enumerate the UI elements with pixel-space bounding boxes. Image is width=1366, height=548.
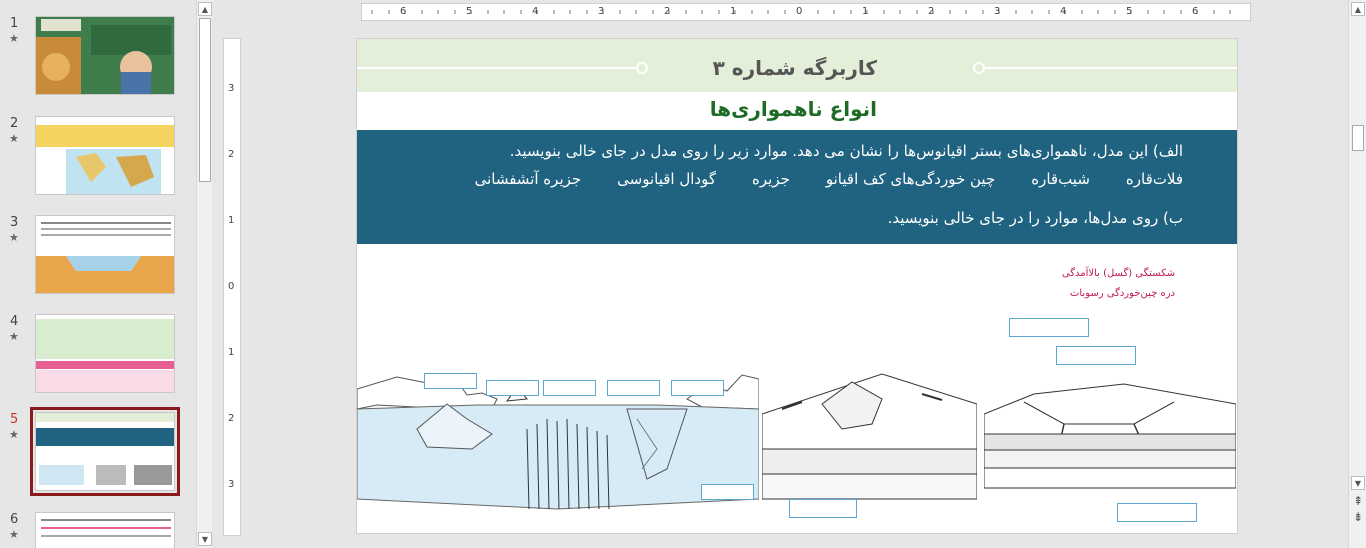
slide-canvas[interactable] [356,38,1238,534]
ruler-label: 3 [228,479,235,490]
animation-star-icon: ★ [9,231,19,244]
thumbnail-1-preview [36,17,175,95]
legend-line-2: دره چین‌خوردگی رسوبات [1069,288,1175,299]
legend-line-1: شکستگی (گسل) بالاآمدگی [1061,268,1175,279]
ruler-label: 5 [1126,6,1133,17]
fold-illustration[interactable] [762,364,977,509]
term-item: جزیره [752,170,790,188]
slide-number: 4 [10,314,19,329]
ruler-label: 6 [1192,6,1199,17]
horizontal-ruler[interactable] [361,3,1251,21]
worksheet-title[interactable]: کاربرگه شماره ۳ [712,56,877,80]
scrollbar-thumb[interactable] [1352,125,1364,151]
ruler-ticks [362,4,1252,22]
slide-number: 1 [10,16,19,31]
thumbnail-scrollbar[interactable] [196,0,212,548]
answer-box[interactable] [1056,346,1136,365]
animation-star-icon: ★ [9,330,19,343]
slide-thumbnail-1[interactable] [35,16,175,95]
animation-star-icon: ★ [9,528,19,541]
question-b-text: ب) روی مدل‌ها، موارد را در جای خالی بنویسید. [887,209,1183,227]
ruler-label: 2 [664,6,671,17]
thumbnail-row-5[interactable] [0,412,196,496]
thumbnail-row-1[interactable] [0,16,196,100]
ruler-label: 6 [400,6,407,17]
slide-thumbnail-pane [0,0,196,548]
ruler-label: 1 [862,6,869,17]
ruler-label: 3 [228,83,235,94]
slide-thumbnail-3[interactable] [35,215,175,294]
scroll-up-icon[interactable]: ▲ [198,2,212,16]
ruler-label: 2 [928,6,935,17]
answer-box[interactable] [701,484,754,500]
term-item: گودال اقیانوسی [617,170,717,188]
scroll-down-icon[interactable]: ▼ [198,532,212,546]
answer-box[interactable] [671,380,724,396]
slide-number: 6 [10,512,19,527]
thumbnail-row-3[interactable] [0,215,196,299]
previous-slide-icon[interactable]: ⇞ [1352,494,1364,508]
answer-box[interactable] [789,499,857,518]
ruler-label: 2 [228,413,235,424]
term-item: فلات‌قاره [1125,170,1183,188]
term-item: جزیره آتشفشانی [474,170,582,188]
header-divider [983,67,1238,69]
scrollbar-thumb[interactable] [199,18,211,182]
slide-scrollbar[interactable] [1348,0,1366,548]
answer-box[interactable] [424,373,477,389]
terms-list [475,170,1183,188]
slide-editing-area [213,0,1347,548]
thumbnail-3-preview [36,216,175,294]
next-slide-icon[interactable]: ⇟ [1352,510,1364,524]
scroll-up-icon[interactable]: ▲ [1351,2,1365,16]
ruler-label: 3 [598,6,605,17]
thumbnail-2-preview [36,117,175,195]
term-item: شیب‌قاره [1031,170,1090,188]
fault-illustration[interactable] [984,374,1236,499]
ruler-label: 4 [1060,6,1067,17]
thumbnail-5-preview [36,413,175,491]
slide-thumbnail-4[interactable] [35,314,175,393]
animation-star-icon: ★ [9,428,19,441]
thumbnail-row-4[interactable] [0,314,196,398]
answer-box[interactable] [543,380,596,396]
ruler-label: 5 [466,6,473,17]
answer-box[interactable] [486,380,539,396]
vertical-ruler[interactable] [223,38,241,536]
ruler-label: 0 [228,281,235,292]
slide-thumbnail-6[interactable] [35,512,175,548]
question-a-text: الف) این مدل، ناهمواری‌های بستر اقیانوس‌ها را نشان می دهد. موارد زیر را روی مدل در جای خالی بنویسید. [509,142,1183,160]
thumbnail-4-preview [36,315,175,393]
topic-title[interactable]: انواع ناهمواری‌ها [709,97,877,121]
ruler-label: 1 [228,215,235,226]
header-dot [973,62,985,74]
ruler-label: 0 [796,6,803,17]
header-dot [636,62,648,74]
slide-thumbnail-2[interactable] [35,116,175,195]
header-divider [357,67,642,69]
slide-thumbnail-5[interactable] [35,412,175,491]
slide-number: 5 [10,412,19,427]
ruler-label: 3 [994,6,1001,17]
question-band[interactable] [357,130,1238,244]
answer-box[interactable] [607,380,660,396]
ruler-label: 1 [730,6,737,17]
animation-star-icon: ★ [9,32,19,45]
ruler-label: 1 [228,347,235,358]
answer-box[interactable] [1009,318,1089,337]
thumbnail-6-preview [36,513,175,548]
scroll-down-icon[interactable]: ▼ [1351,476,1365,490]
animation-star-icon: ★ [9,132,19,145]
slide-number: 2 [10,116,19,131]
ruler-label: 2 [228,149,235,160]
answer-box[interactable] [1117,503,1197,522]
ruler-label: 4 [532,6,539,17]
slide-number: 3 [10,215,19,230]
thumbnail-row-6[interactable] [0,512,196,548]
term-item: چین خوردگی‌های کف اقیانو [825,170,996,188]
thumbnail-row-2[interactable] [0,116,196,200]
